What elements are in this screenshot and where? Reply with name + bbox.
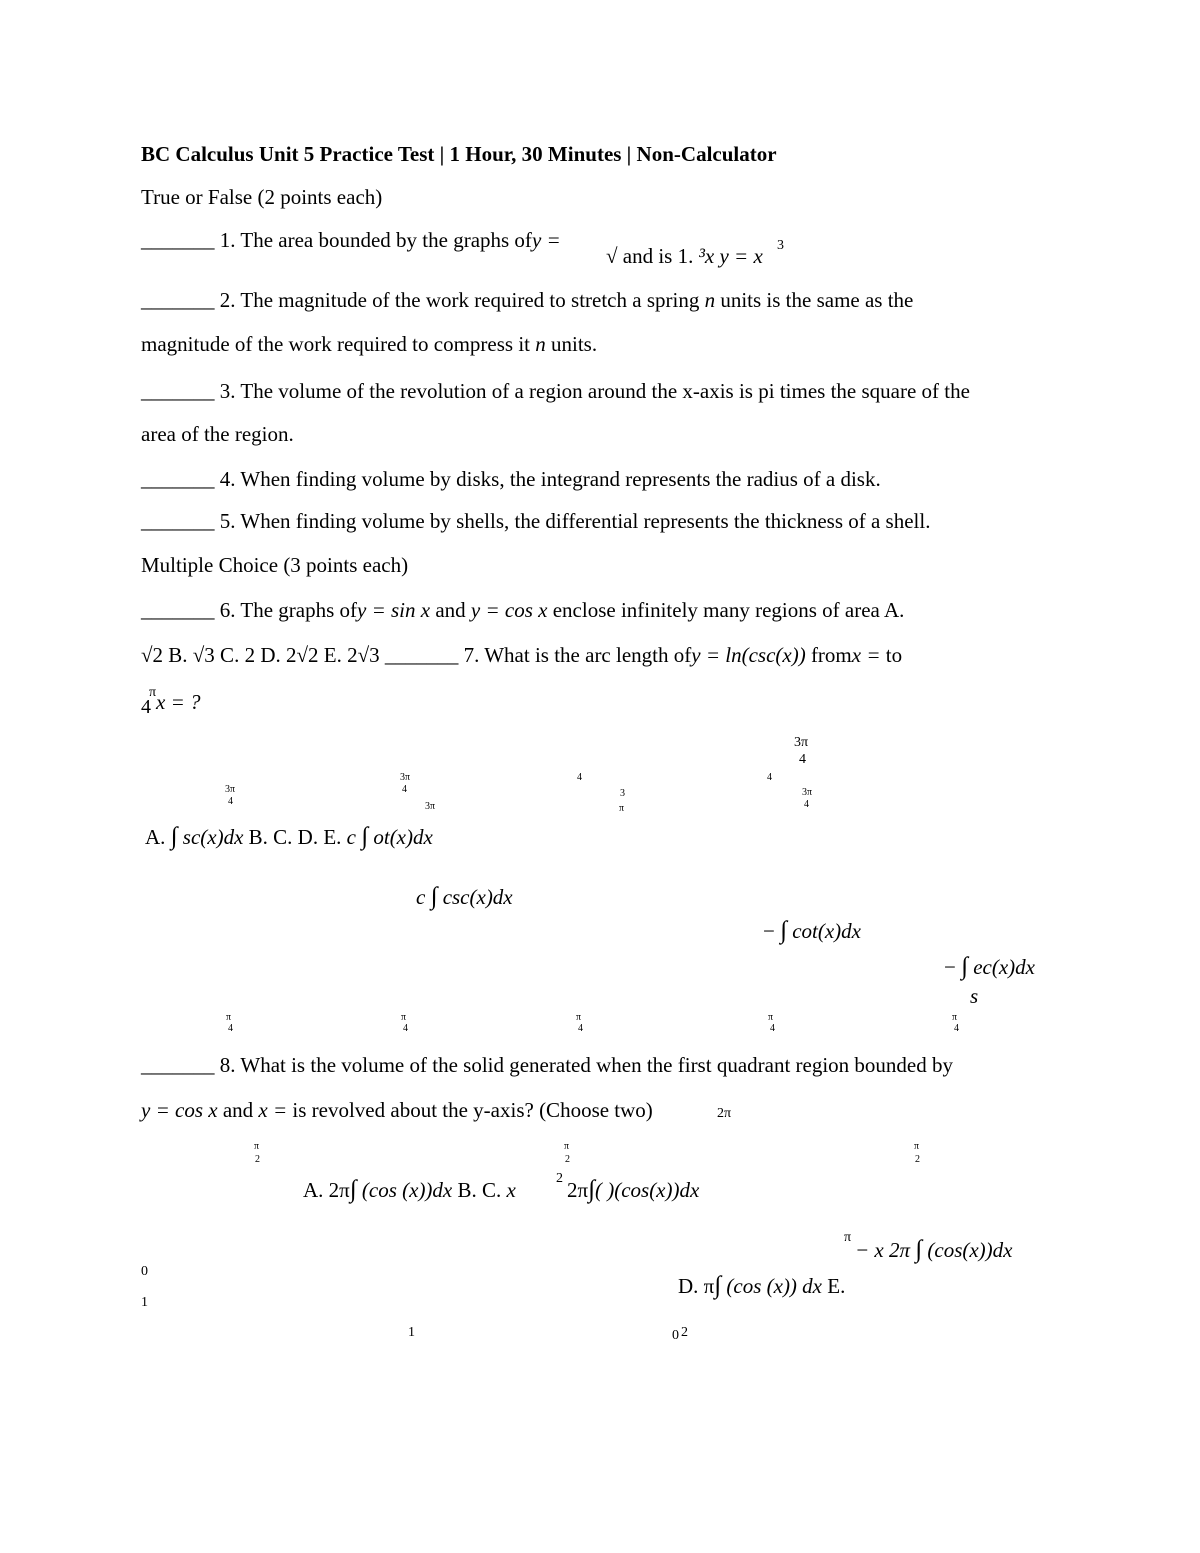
q1-y-eq: y = (531, 228, 561, 252)
q8-a-label: A. 2π (303, 1178, 350, 1202)
q5-text (141, 511, 930, 532)
q7-lower-pi-2: π (401, 1012, 407, 1023)
q8-lower-0: 0 (141, 1264, 148, 1279)
q2-line2 (141, 334, 597, 355)
q8-c-pi: π (564, 1141, 570, 1152)
section-true-false: True or False (2 points each) (141, 185, 383, 209)
q1-and: and is 1. (622, 244, 694, 268)
sqrt-symbol: √ (606, 244, 618, 268)
q8-e-2: 2 (915, 1154, 920, 1165)
q7-b-choice (416, 884, 513, 909)
q4-stem: 4. When finding volume by disks, the integrand represents the radius of a disk. (219, 467, 881, 491)
q7-e-expr: ot(x)dx (373, 825, 433, 849)
q8-c-square: 2 (556, 1171, 563, 1186)
q7-b-upper4: 4 (402, 784, 407, 795)
minus-sign: − (944, 955, 956, 979)
q2-text-d: units. (550, 332, 598, 356)
q8-e-minus: − x 2π (855, 1238, 911, 1262)
q8-lower-1: 1 (141, 1295, 148, 1310)
q8-c-2pi: 2π (567, 1178, 589, 1202)
q1-exponent: 3 (777, 238, 784, 253)
q5-stem: 5. When finding volume by shells, the differential represents the thickness of a shell. (219, 509, 931, 533)
q7-lower-4-2: 4 (403, 1023, 408, 1034)
q7-eq: y = ln(csc(x)) (691, 643, 806, 667)
integral-icon: ∫ (915, 1236, 923, 1263)
q7-x-eq: x = (851, 643, 881, 667)
q7-to: to (885, 643, 903, 667)
q2-text-a: 2. The magnitude of the work required to stretch a spring (219, 288, 700, 312)
q7-a-upper4: 4 (228, 796, 233, 807)
q1-stem: 1. The area bounded by the graphs of (219, 228, 532, 252)
q4-text (141, 469, 881, 490)
q8-two-pi: 2π (717, 1106, 732, 1121)
integral-icon: ∫ (588, 1176, 595, 1203)
q7-four: 4 (141, 696, 151, 718)
section-multiple-choice: Multiple Choice (3 points each) (141, 553, 409, 577)
q7-top-4: 4 (799, 752, 806, 767)
q8-d-label: D. π (678, 1274, 715, 1298)
q6-eq2: y = cos x (470, 598, 548, 622)
q8-eq2: x = (258, 1098, 288, 1122)
q1-cbrt: ³x (698, 244, 715, 268)
q7-lower-4-5: 4 (954, 1023, 959, 1034)
q1-text (141, 230, 561, 251)
q6-and: and (435, 598, 466, 622)
q7-b-expr: csc(x)dx (442, 885, 513, 909)
q7-choice-row (145, 824, 433, 849)
integral-icon: ∫ (430, 883, 438, 910)
q7-pi: π (149, 685, 157, 700)
q8-e-pi: π (914, 1141, 920, 1152)
q7-a-upper: 3π (225, 784, 236, 795)
q7-lower-4-3: 4 (578, 1023, 583, 1034)
q8-e-pi-sym: π (844, 1230, 852, 1245)
q8-line2 (141, 1100, 653, 1121)
q2-line1 (141, 290, 913, 311)
q1-rest (606, 246, 763, 267)
q8-c-2: 2 (565, 1154, 570, 1165)
q7-from: from (810, 643, 852, 667)
q1-blank[interactable]: _______ (141, 228, 215, 252)
integral-icon: ∫ (961, 953, 968, 980)
q6-stem: 6. The graphs of (219, 598, 357, 622)
q8-a-expr: (cos (x))dx (361, 1178, 453, 1202)
q7-lower-pi-5: π (952, 1012, 958, 1023)
q7-f-choice (944, 954, 1035, 979)
q8-c-expr: ( )(cos(x))dx (594, 1178, 700, 1202)
q5-blank[interactable]: _______ (141, 509, 215, 533)
q8-e-expr: (cos(x))dx (927, 1238, 1013, 1262)
q3-text-a: 3. The volume of the revolution of a region around the x-axis is pi times the square of the (219, 379, 970, 403)
integral-icon: ∫ (714, 1272, 722, 1299)
minus-sign: − (763, 919, 775, 943)
q6-eq1: y = sin x (357, 598, 431, 622)
q8-e-label: E. (827, 1274, 846, 1298)
q8-a-2: 2 (255, 1154, 260, 1165)
q7-c-pi: π (619, 803, 625, 814)
q7-a-label: A. (145, 825, 166, 849)
q7-x-q: x = ? (156, 690, 201, 714)
q8-blank[interactable]: _______ (141, 1053, 215, 1077)
q8-stem: 8. What is the volume of the solid generated when the first quadrant region bounded by (219, 1053, 954, 1077)
q8-c-choice (567, 1177, 699, 1202)
q7-lower-4-1: 4 (228, 1023, 233, 1034)
q6-text (141, 600, 904, 621)
q7-c-3: 3 (620, 788, 625, 799)
q7-b2-upper: 3π (425, 801, 436, 812)
q8-rest: is revolved about the y-axis? (Choose two) (292, 1098, 653, 1122)
q1-y-eq-x: y = x (719, 244, 763, 268)
q7-labels: B. C. D. E. (248, 825, 342, 849)
q8-e-choice (855, 1237, 1012, 1262)
q8-lower-1b: 1 (408, 1325, 415, 1340)
page-title: BC Calculus Unit 5 Practice Test | 1 Hour, 30 Minutes | Non-Calculator (141, 142, 777, 166)
q8-a-choice (303, 1177, 516, 1202)
q8-and: and (222, 1098, 254, 1122)
q7-e-upper4: 4 (804, 799, 809, 810)
q2-text-b: units is the same as the (720, 288, 914, 312)
q2-blank[interactable]: _______ (141, 288, 215, 312)
q4-blank[interactable]: _______ (141, 467, 215, 491)
integral-icon: ∫ (170, 823, 178, 850)
q7-d-choice (763, 918, 861, 943)
q8-lower-0b: 0 (672, 1328, 679, 1343)
q3-blank[interactable]: _______ (141, 379, 215, 403)
q7-top-3pi: 3π (794, 735, 809, 750)
q8-bc-labels: B. C. (457, 1178, 502, 1202)
q7-b-upper: 3π (400, 772, 411, 783)
q8-line1 (141, 1055, 953, 1076)
q7-f-expr: ec(x)dx (973, 955, 1035, 979)
q7-d-expr: cot(x)dx (792, 919, 861, 943)
q7-lower-pi-1: π (226, 1012, 232, 1023)
q7-d-upper4: 4 (767, 772, 772, 783)
q7-b-c: c (416, 885, 426, 909)
integral-icon: ∫ (361, 823, 369, 850)
q8-lower-2b: 2 (681, 1325, 688, 1340)
q7-blank[interactable]: _______ (384, 643, 459, 667)
q7-a-expr: sc(x)dx (182, 825, 244, 849)
q7-stem: 7. What is the arc length of (463, 643, 692, 667)
q6-stem-b: enclose infinitely many regions of area A. (552, 598, 905, 622)
q6-blank[interactable]: _______ (141, 598, 215, 622)
q7-f-s: s (970, 984, 979, 1008)
q7-lower-pi-3: π (576, 1012, 582, 1023)
q7-e-c: c (346, 825, 356, 849)
q7-c-upper4: 4 (577, 772, 582, 783)
q7-lower-4-4: 4 (770, 1023, 775, 1034)
q3-line2: area of the region. (141, 422, 294, 446)
q6-q7-line (141, 645, 902, 666)
q8-eq1: y = cos x (141, 1098, 218, 1122)
q7-e-upper: 3π (802, 787, 813, 798)
q3-line1 (141, 381, 970, 402)
integral-icon: ∫ (780, 917, 787, 944)
integral-icon: ∫ (349, 1176, 357, 1203)
q8-d-expr: (cos (x)) dx (726, 1274, 822, 1298)
q7-lower-pi-4: π (768, 1012, 774, 1023)
q8-d-choice (678, 1273, 845, 1298)
q2-n2: n (535, 332, 546, 356)
q2-n: n (704, 288, 716, 312)
q6-choices: √2 B. √3 C. 2 D. 2√2 E. 2√3 (141, 643, 380, 667)
q8-c-x: x (506, 1178, 516, 1202)
q8-a-pi: π (254, 1141, 260, 1152)
q2-text-c: magnitude of the work required to compress it (141, 332, 530, 356)
